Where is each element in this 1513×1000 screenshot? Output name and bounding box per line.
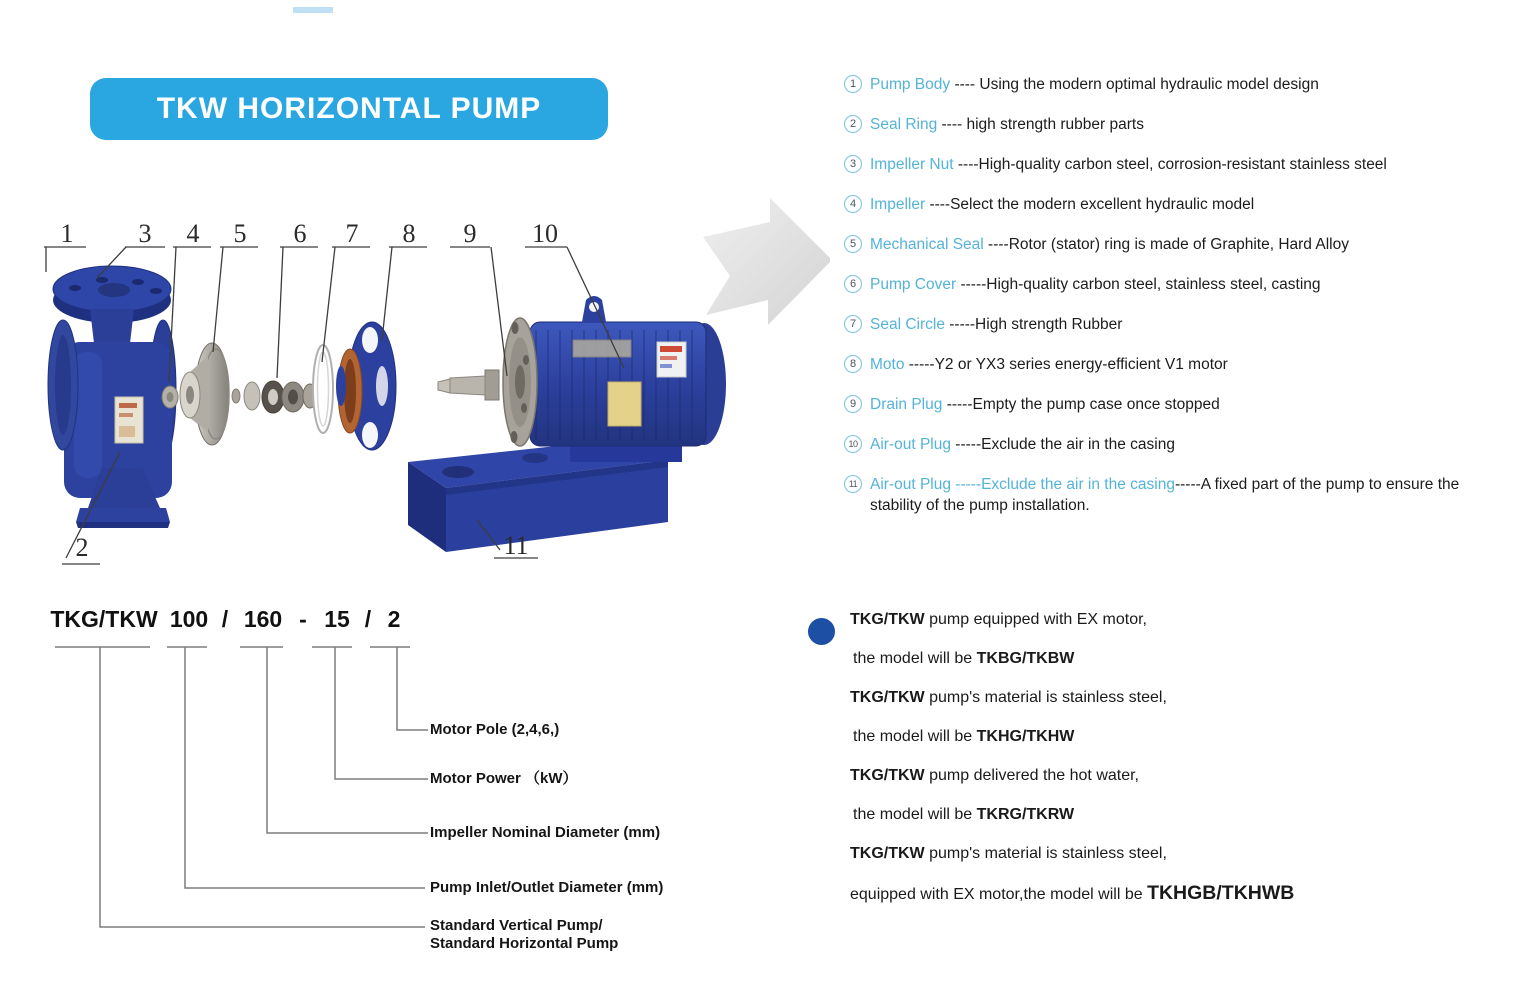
part-item-11 <box>844 474 1488 516</box>
part-desc: -----Exclude the air in the casing <box>955 436 1175 453</box>
note-line <box>853 727 1470 747</box>
part-number-badge: 3 <box>844 155 862 173</box>
note-line <box>850 766 1470 786</box>
pump-base-part <box>408 438 682 552</box>
part-item-6 <box>844 274 1488 295</box>
mechanical-seal-part <box>232 381 317 413</box>
page-title: TKW HORIZONTAL PUMP <box>156 92 542 125</box>
note-text: the model will be <box>853 650 977 667</box>
part-text <box>870 114 1144 135</box>
part-name: Moto <box>870 356 909 373</box>
model-code-prefix: TKG/TKW <box>50 606 158 632</box>
callout-4: 4 <box>186 219 200 248</box>
motor-nameplate <box>608 382 641 426</box>
part-number-badge: 9 <box>844 395 862 413</box>
callout-10: 10 <box>532 219 558 248</box>
callout-5: 5 <box>233 219 247 248</box>
part-name: Air-out Plug -----Exclude the air in the casing <box>870 476 1175 493</box>
model-code-sep3: / <box>364 606 372 632</box>
part-number-badge: 6 <box>844 275 862 293</box>
part-item-3 <box>844 154 1488 175</box>
model-notes-lines <box>850 610 1470 924</box>
model-code-sep2: - <box>299 606 307 632</box>
part-number-badge: 2 <box>844 115 862 133</box>
part-item-1 <box>844 74 1488 95</box>
note-text: pump delivered the hot water, <box>929 767 1139 784</box>
label-impeller-diameter: Impeller Nominal Diameter (mm) <box>430 824 661 841</box>
part-desc: ---- high strength rubber parts <box>941 116 1144 133</box>
label-inlet-outlet: Pump Inlet/Outlet Diameter (mm) <box>430 879 664 896</box>
part-number-badge: 11 <box>844 475 862 493</box>
pump-cover-part <box>336 322 396 450</box>
callout-2: 2 <box>75 533 89 562</box>
note-line <box>850 688 1470 708</box>
exploded-pump-diagram <box>30 190 830 620</box>
note-text: pump equipped with EX motor, <box>929 611 1147 628</box>
callout-3: 3 <box>138 219 152 248</box>
note-line <box>850 844 1470 864</box>
callout-9: 9 <box>463 219 477 248</box>
model-code-section <box>40 600 800 1000</box>
model-code-connector-lines <box>40 600 800 1000</box>
part-name: Pump Cover <box>870 276 961 293</box>
part-name: Impeller Nut <box>870 156 958 173</box>
note-text: pump's material is stainless steel, <box>929 845 1167 862</box>
part-name: Drain Plug <box>870 396 947 413</box>
note-text: the model will be <box>853 806 977 823</box>
impeller-part <box>180 343 229 445</box>
parts-list <box>844 74 1488 535</box>
note-line <box>850 610 1470 630</box>
part-desc: ---- Using the modern optimal hydraulic model design <box>954 76 1319 93</box>
part-item-4 <box>844 194 1488 215</box>
part-number-badge: 8 <box>844 355 862 373</box>
part-name: Impeller <box>870 196 930 213</box>
label-standard-pump <box>430 917 618 953</box>
label-standard-pump-line1: Standard Vertical Pump/ <box>430 917 603 934</box>
motor-shaft <box>438 370 499 400</box>
note-text: the model will be <box>853 728 977 745</box>
part-number-badge: 1 <box>844 75 862 93</box>
part-desc: -----Y2 or YX3 series energy-efficient V1 motor <box>908 356 1228 373</box>
note-line <box>850 883 1470 905</box>
part-name: Mechanical Seal <box>870 236 989 253</box>
title-banner <box>90 78 608 140</box>
impeller-nut-part <box>162 386 178 408</box>
callout-8: 8 <box>402 219 416 248</box>
part-text <box>870 474 1488 516</box>
page-edge-artifact <box>293 7 333 13</box>
model-code-sep1: / <box>221 606 229 632</box>
model-code-inlet: 100 <box>169 606 209 632</box>
callout-1: 1 <box>60 219 74 248</box>
part-text <box>870 234 1349 255</box>
note-model-name: TKRG/TKRW <box>976 806 1075 823</box>
part-text <box>870 434 1175 455</box>
part-item-8 <box>844 354 1488 375</box>
label-motor-pole: Motor Pole (2,4,6,) <box>430 721 560 738</box>
note-model-name: TKBG/TKBW <box>976 650 1075 667</box>
part-desc: -----High-quality carbon steel, stainless steel, casting <box>960 276 1321 293</box>
part-name: Seal Ring <box>870 116 942 133</box>
part-number-badge: 5 <box>844 235 862 253</box>
part-text <box>870 354 1228 375</box>
part-desc: -----Empty the pump case once stopped <box>946 396 1220 413</box>
part-text <box>870 194 1254 215</box>
part-number-badge: 7 <box>844 315 862 333</box>
notes-bullet <box>808 618 835 645</box>
part-item-7 <box>844 314 1488 335</box>
note-line <box>853 805 1470 825</box>
label-motor-power: Motor Power （kW） <box>430 770 578 787</box>
motor-part <box>438 296 726 446</box>
pump-body-part <box>48 266 176 528</box>
callout-6: 6 <box>293 219 307 248</box>
model-code-impeller: 160 <box>243 606 283 632</box>
part-item-5 <box>844 234 1488 255</box>
part-desc: ----Select the modern excellent hydraulic model <box>929 196 1255 213</box>
part-text <box>870 314 1122 335</box>
part-item-10 <box>844 434 1488 455</box>
part-text <box>870 274 1321 295</box>
part-name: Air-out Plug <box>870 436 956 453</box>
note-line <box>853 649 1470 669</box>
label-standard-pump-line2: Standard Horizontal Pump <box>430 935 619 952</box>
callout-11: 11 <box>503 531 529 560</box>
model-code-pole: 2 <box>387 606 401 632</box>
transition-arrow <box>703 198 830 325</box>
part-item-9 <box>844 394 1488 415</box>
part-desc: ----High-quality carbon steel, corrosion-resistant stainless steel <box>957 156 1387 173</box>
part-number-badge: 4 <box>844 195 862 213</box>
note-model-name: TKG/TKW <box>850 611 930 628</box>
part-name: Seal Circle <box>870 316 950 333</box>
model-code-power: 15 <box>324 606 350 632</box>
part-desc: -----High strength Rubber <box>949 316 1123 333</box>
part-name: Pump Body <box>870 76 955 93</box>
note-text: equipped with EX motor,the model will be <box>850 886 1148 903</box>
note-model-name: TKG/TKW <box>850 767 930 784</box>
note-text: pump's material is stainless steel, <box>929 689 1167 706</box>
note-model-name: TKHG/TKHW <box>976 728 1075 745</box>
part-number-badge: 10 <box>844 435 862 453</box>
part-text <box>870 394 1220 415</box>
note-model-name: TKG/TKW <box>850 845 930 862</box>
callout-7: 7 <box>345 219 359 248</box>
part-text <box>870 74 1319 95</box>
note-model-name: TKG/TKW <box>850 689 930 706</box>
part-text <box>870 154 1387 175</box>
part-desc: -----A fixed part of the pump to ensure the stability of the pump installation. <box>870 476 1460 514</box>
note-model-name: TKHGB/TKHWB <box>1147 882 1295 904</box>
part-desc: ----Rotor (stator) ring is made of Graphite, Hard Alloy <box>988 236 1349 253</box>
part-item-2 <box>844 114 1488 135</box>
